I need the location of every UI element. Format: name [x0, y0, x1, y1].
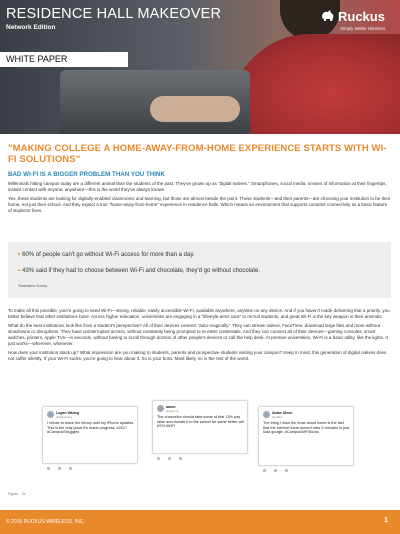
- tweet-text: The chancellor should take some of that 13% pay raise and donate it to the school for some better wifi #SYUWIFI: [157, 415, 244, 429]
- logo-tagline: Simply Better Wireless.: [340, 26, 387, 31]
- copyright: © 2016 RUCKUS WIRELESS, INC.: [6, 519, 85, 525]
- white-paper-band: [0, 52, 128, 67]
- tweet-actions: [157, 447, 217, 450]
- body-section: [8, 305, 392, 362]
- body-paragraph: To make all this possible, you're going to need Wi-Fi—strong, reliable, easily accessible Wi-Fi, available anywhere, anytime on any device. And if you haven't made delivering that a priority, you better believe that other institutions have. Across higher education, universities are engaging in a "lifestyle arms race" to recruit students, and great Wi-Fi is the key weapon in their arsenals.: [8, 308, 390, 319]
- avatar: [263, 411, 270, 418]
- intro-paragraph: Yes, these students are looking for digitally-enabled classrooms and learning, but those are almost beside the point. These students—and their parents—are choosing your institution to be their home, not just their school. And they expect a true "home-away-from-home" experience in residence halls. Which means an environment that supports constant connectivity as a basic feature of students' lives.: [8, 196, 391, 213]
- tweet-gallery: [0, 400, 400, 480]
- page-number: 1: [384, 517, 388, 524]
- hero-image: [0, 0, 400, 134]
- avatar: [47, 411, 54, 418]
- white-paper-label: WHITE PAPER: [6, 54, 68, 64]
- body-paragraph: How does your institution stack up? What impression are you making to students, parents and prospective students visiting your campus? Keep in mind, this generation of digital natives does not suffer silently. If your Wi-Fi sucks, you're going to hear about it. So is your boss. Most likely, so is the rest of the world.: [8, 350, 387, 361]
- avatar: [157, 405, 164, 412]
- body-paragraph: What do the best institutions look like from a student's perspective? All of their devices connect "auto-magically." They can stream videos, FaceTime, download large files and more without slowdowns or disruptions. They have uninterrupted access, without constantly being prompted to re-enter credentials. And they can connect all of their devices—gaming consoles, smart watches, printers, Apple TVs—in seconds, without having to scroll through dozens of other people's devices or call the help desk. At premier universities, Wi-Fi is a basic utility, like the lights. It just works—wherever, whenever.: [8, 323, 388, 346]
- tweet-card: [258, 406, 354, 466]
- tweet-text: I refuse to leave the library until my iPhone updates. This is the only place it's made progress. #2017 #CampusStruggles: [47, 421, 135, 435]
- stats-callout: [8, 242, 391, 298]
- tweet-text: The thing I miss the most about home is the fact that the internet there doesn't take 5 minutes to just load google. #CampusWiFiSucks: [263, 421, 350, 435]
- subheadline: BAD WI-FI IS A BIGGER PROBLEM THAN YOU THINK: [8, 171, 165, 178]
- bullet-icon: •: [18, 252, 21, 258]
- dog-icon: [320, 8, 336, 24]
- stat-text: 43% said if they had to choose between Wi-Fi and chocolate, they'd go without chocolate.: [22, 268, 261, 274]
- stat-bullet: [18, 268, 260, 274]
- hero-person: [230, 34, 400, 134]
- document-subtitle: Network Edition: [6, 24, 56, 31]
- stat-bullet: [18, 252, 195, 258]
- tweet-handle: @aaronn: [166, 409, 179, 413]
- hero-hand: [150, 96, 240, 122]
- tweet-author: aaron: [166, 405, 176, 409]
- stat-text: 60% of people can't go without Wi-Fi access for more than a day.: [22, 252, 195, 258]
- tweet-author: Logan Waring: [56, 411, 80, 415]
- figure-caption: Figure – Or: [8, 492, 26, 496]
- page-footer: [0, 510, 400, 534]
- tweet-card: [42, 406, 138, 464]
- tweet-handle: @logwaring: [56, 415, 72, 419]
- tweet-handle: @aidan: [272, 415, 283, 419]
- tweet-actions: [47, 457, 107, 460]
- bullet-icon: •: [18, 268, 21, 274]
- ruckus-logo: [320, 6, 394, 40]
- intro-section: [8, 143, 392, 214]
- intro-paragraph: Millennials hitting campus today are a different animal than the students of the past. They've grown up as "digital natives." Smartphones, social media, oceans of information at their fingertips, instant contact with anyone, anywhere—this is the world they've always known.: [8, 181, 387, 192]
- tweet-card: [152, 400, 248, 454]
- tweet-author: Aidan Ulmer: [272, 411, 293, 415]
- tweet-actions: [263, 459, 323, 462]
- headline: "MAKING COLLEGE A HOME-AWAY-FROM-HOME EXPERIENCE STARTS WITH WI-FI SOLUTIONS": [8, 143, 387, 165]
- logo-brand: Ruckus: [338, 9, 385, 24]
- stat-source: *Brandsmo Survey: [18, 284, 48, 288]
- document-title: RESIDENCE HALL MAKEOVER: [6, 6, 222, 22]
